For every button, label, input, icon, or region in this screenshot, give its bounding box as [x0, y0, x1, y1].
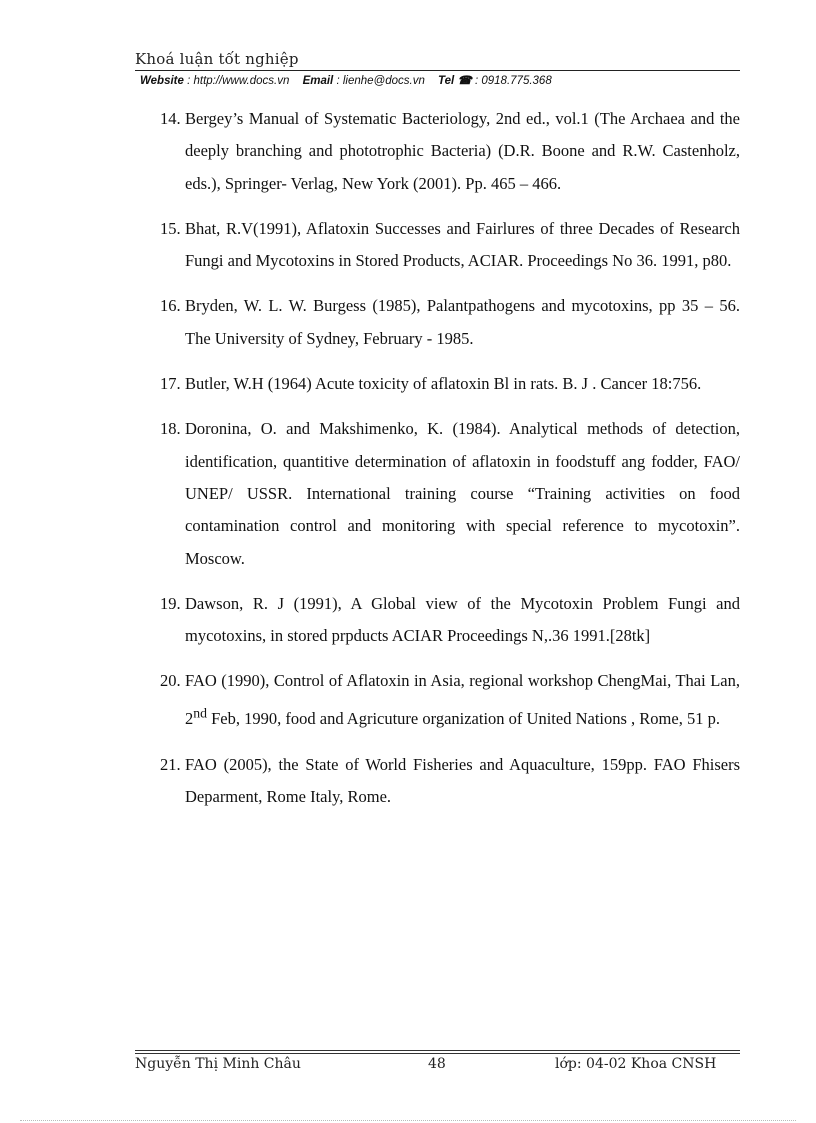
- reference-text: Doronina, O. and Makshimenko, K. (1984). Analytical methods of detection, identification, quantitive determination of aflatoxin in foodstuff ang fodder, FAO/ UNEP/ USSR. International training course “Training activities on food contamination control and monitoring with special reference to mycotoxin”. Moscow.: [185, 419, 740, 568]
- document-title: Khoá luận tốt nghiệp: [135, 50, 299, 68]
- reference-number: 19.: [160, 593, 181, 613]
- reference-item: [160, 588, 740, 653]
- reference-text: Bergey’s Manual of Systematic Bacteriology, 2nd ed., vol.1 (The Archaea and the deeply branching and phototrophic Bacteria) (D.R. Boone and R.W. Castenholz, eds.), Springer- Verlag, New York (2001). Pp. 465 – 466.: [185, 109, 740, 193]
- reference-text: Dawson, R. J (1991), A Global view of the Mycotoxin Problem Fungi and mycotoxins, in stored prpducts ACIAR Proceedings N,.36 1991.[28tk]: [185, 593, 740, 646]
- reference-number: 15.: [160, 218, 181, 238]
- tel-label: Tel: [438, 75, 455, 87]
- email-label: Email: [302, 75, 334, 87]
- reference-item: [160, 213, 740, 278]
- tel-value: : 0918.775.368: [474, 75, 552, 87]
- reference-item: [160, 103, 740, 200]
- ordinal-superscript: nd: [193, 705, 207, 721]
- footer-divider: [135, 1053, 740, 1054]
- website-value[interactable]: : http://www.docs.vn: [187, 75, 290, 87]
- reference-text: Bryden, W. L. W. Burgess (1985), Palantpathogens and mycotoxins, pp 35 – 56. The University of Sydney, February - 1985.: [185, 296, 740, 348]
- reference-text: FAO (2005), the State of World Fisheries and Aquaculture, 159pp. FAO Fhisers Deparment, Rome Italy, Rome.: [185, 754, 740, 806]
- reference-text: Butler, W.H (1964) Acute toxicity of aflatoxin Bl in rats. B. J . Cancer 18:756.: [185, 374, 702, 394]
- class-info: lớp: 04-02 Khoa CNSH: [555, 1056, 717, 1072]
- reference-text: [185, 671, 740, 728]
- footer-divider: [135, 1050, 740, 1051]
- header-divider: [135, 70, 740, 71]
- reference-number: 20.: [160, 671, 181, 691]
- reference-text-after: Feb, 1990, food and Agricuture organization of United Nations , Rome, 51 p.: [207, 709, 720, 729]
- reference-item: [160, 290, 740, 355]
- reference-number: 18.: [160, 419, 181, 439]
- reference-number: 16.: [160, 296, 181, 316]
- reference-number: 21.: [160, 754, 181, 774]
- reference-list: [160, 103, 740, 826]
- reference-text: Bhat, R.V(1991), Aflatoxin Successes and Fairlures of three Decades of Research Fungi and Mycotoxins in Stored Products, ACIAR. Proceedings No 36. 1991, p80.: [185, 218, 740, 271]
- reference-number: 14.: [160, 109, 181, 128]
- author-name: Nguyễn Thị Minh Châu: [135, 1056, 301, 1072]
- reference-item: [160, 749, 740, 814]
- reference-item: [160, 665, 740, 735]
- reference-item: [160, 413, 740, 574]
- reference-item: [160, 368, 740, 400]
- phone-icon: ☎: [457, 75, 472, 87]
- contact-line: [140, 73, 552, 87]
- reference-text-before: FAO (1990), Control of Aflatoxin in Asia, regional workshop ChengMai, Thai Lan, 2: [185, 671, 740, 729]
- reference-number: 17.: [160, 374, 181, 394]
- page-bottom-border: [20, 1120, 796, 1121]
- email-value[interactable]: : lienhe@docs.vn: [336, 75, 425, 87]
- website-label: Website: [140, 75, 184, 87]
- page-number: 48: [428, 1056, 446, 1072]
